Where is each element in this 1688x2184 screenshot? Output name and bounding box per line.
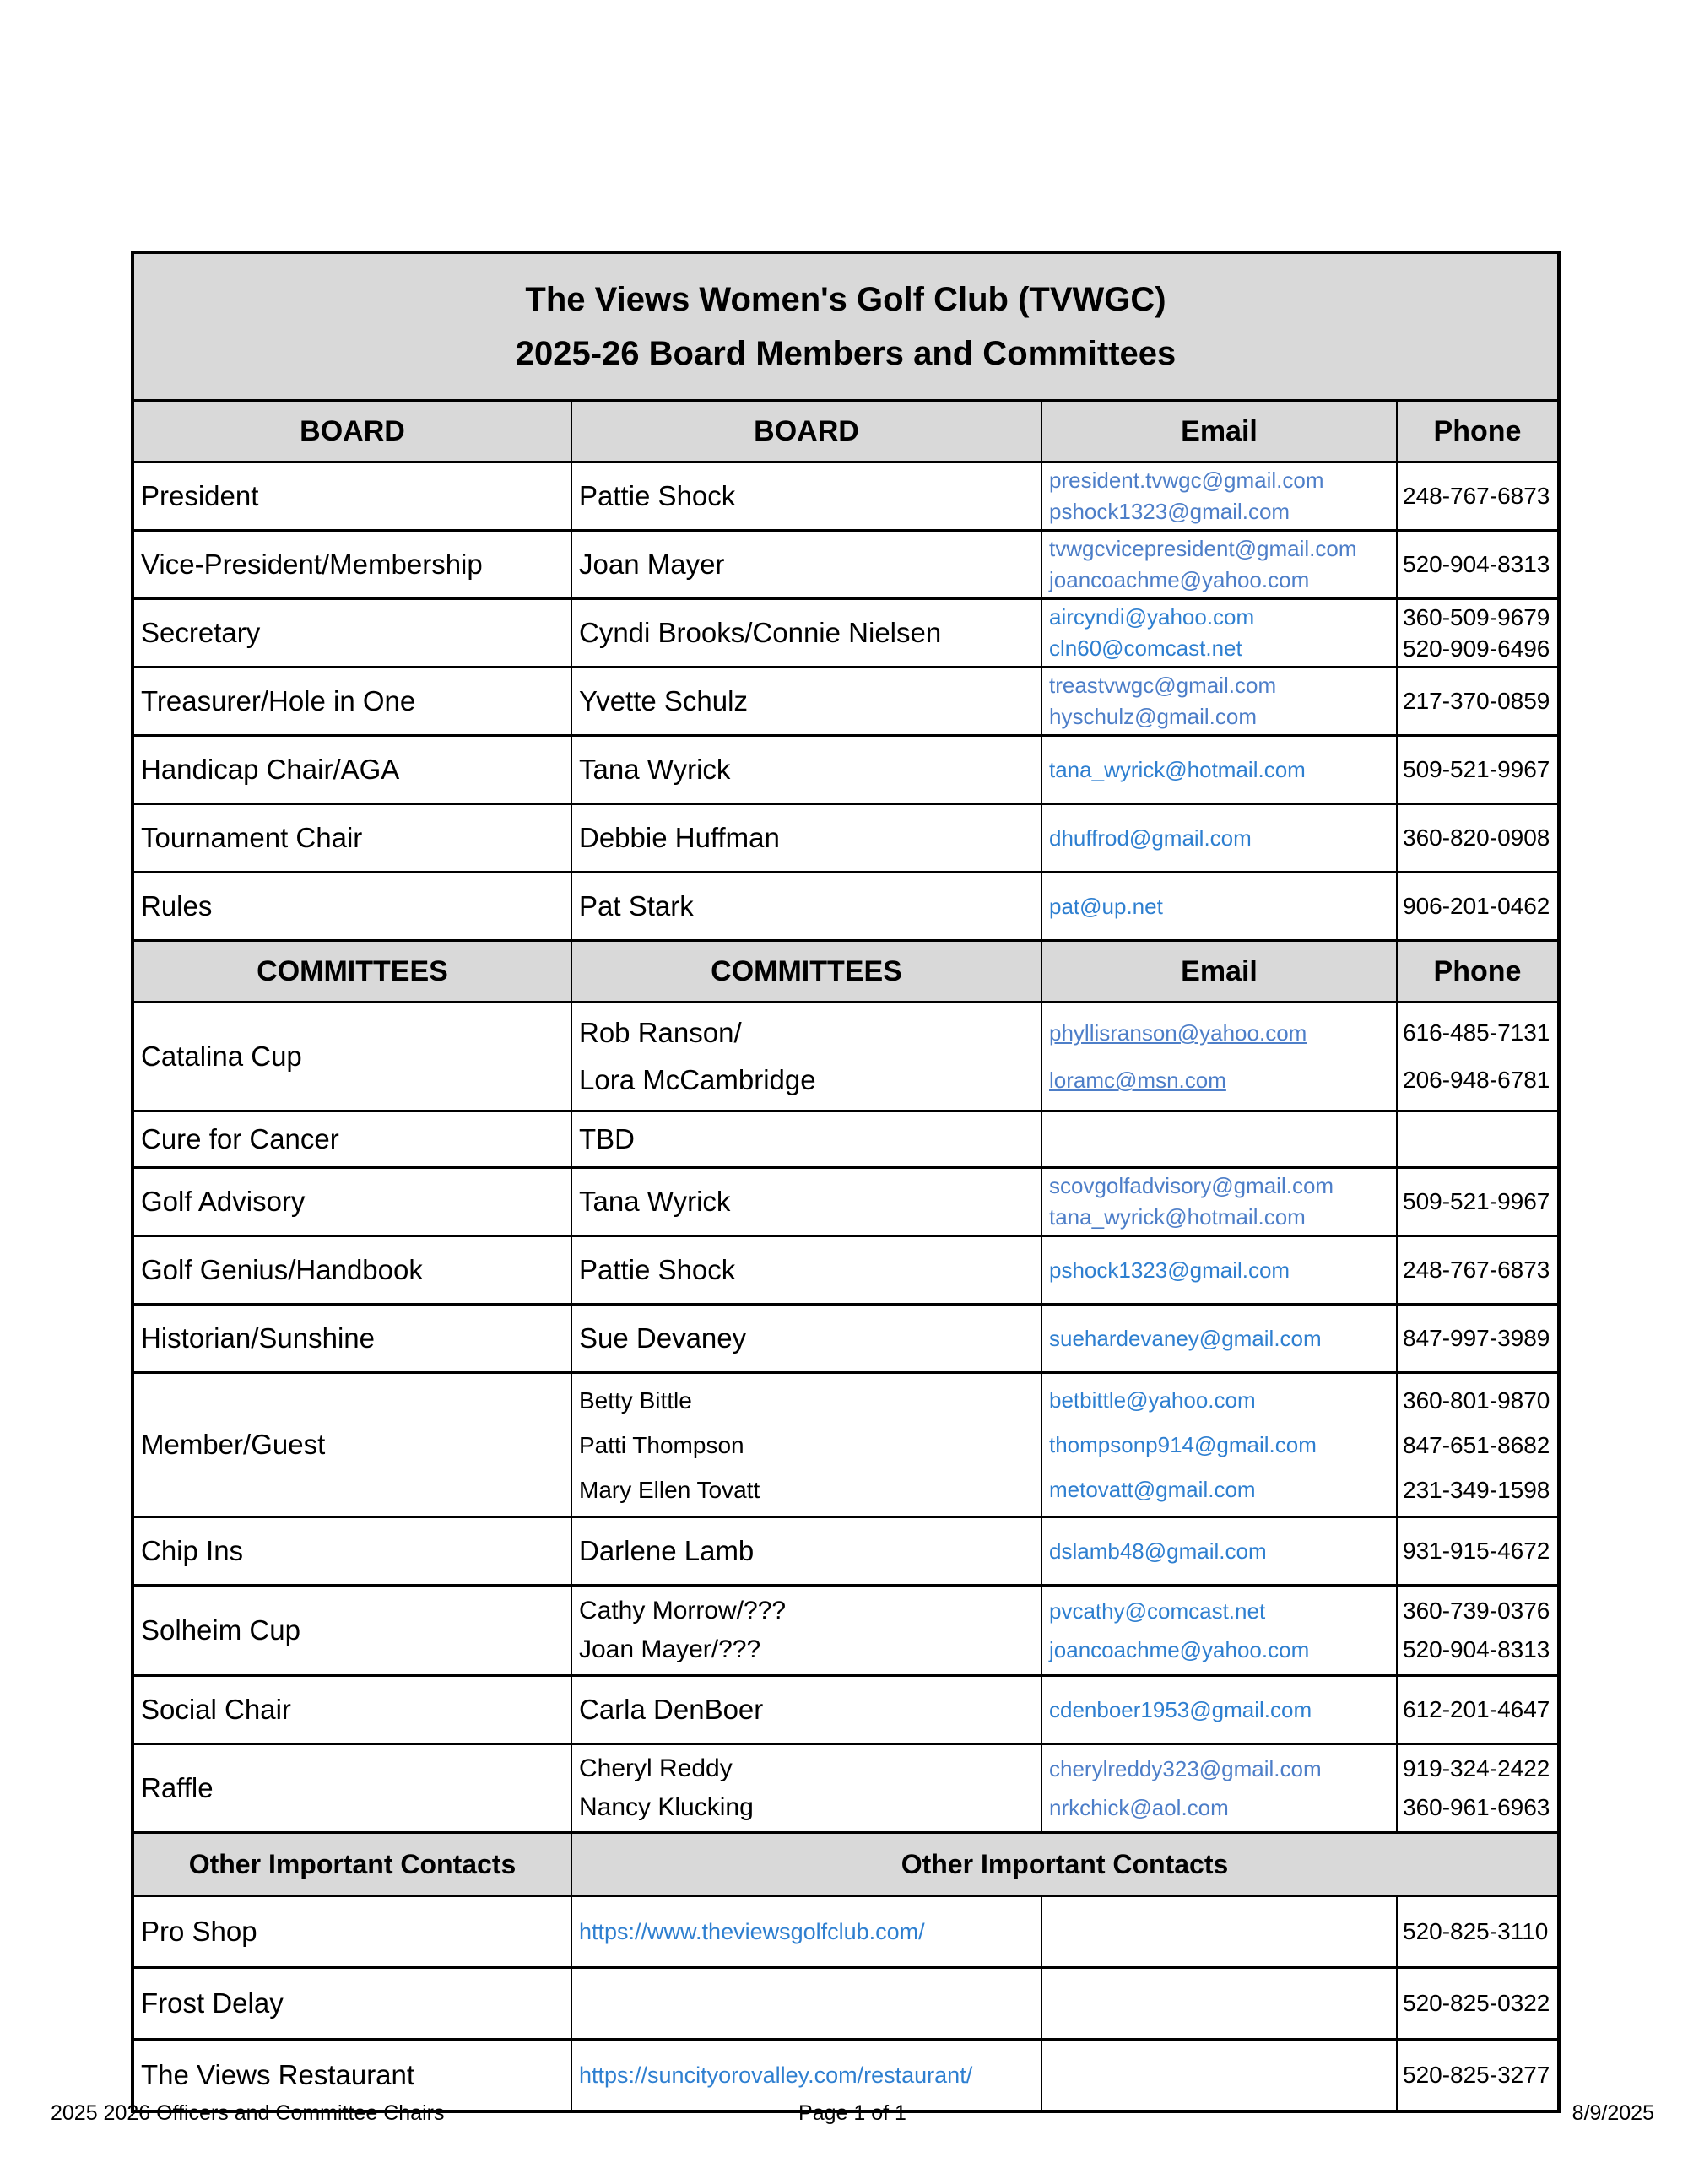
phone-number: 360-961-6963 [1403, 1794, 1550, 1820]
role-cell: The Views Restaurant [133, 2040, 571, 2112]
email-link[interactable]: hyschulz@gmail.com [1049, 704, 1258, 729]
person-name: Cheryl Reddy [579, 1754, 733, 1782]
email-link[interactable]: tana_wyrick@hotmail.com [1049, 756, 1306, 782]
phone-number: 231-349-1598 [1403, 1476, 1550, 1503]
column-header-committees-1: COMMITTEES [133, 941, 571, 1003]
role-cell: Member/Guest [133, 1373, 571, 1517]
role-cell: Treasurer/Hole in One [133, 668, 571, 736]
role-cell: Tournament Chair [133, 804, 571, 873]
email-link[interactable]: cherylreddy323@gmail.com [1049, 1756, 1322, 1781]
name-cell: Darlene Lamb [571, 1517, 1041, 1586]
name-cell: Tana Wyrick [571, 1168, 1041, 1236]
email-link[interactable]: joancoachme@yahoo.com [1049, 1637, 1310, 1662]
email-link[interactable]: metovatt@gmail.com [1049, 1476, 1256, 1502]
name-cell [571, 1373, 1041, 1517]
email-link[interactable]: cln60@comcast.net [1049, 635, 1242, 661]
email-link[interactable]: loramc@msn.com [1049, 1068, 1226, 1093]
committees-header-row [133, 941, 1559, 1003]
phone-cell: 360-820-0908 [1397, 804, 1559, 873]
row-handicap-chair [133, 736, 1559, 804]
role-cell: Vice-President/Membership [133, 531, 571, 599]
person-name: Nancy Klucking [579, 1793, 754, 1821]
other-contacts-header-right: Other Important Contacts [571, 1833, 1559, 1896]
email-link[interactable]: tvwgcvicepresident@gmail.com [1049, 536, 1357, 561]
email-link[interactable]: pat@up.net [1049, 893, 1163, 919]
name-cell: Joan Mayer [571, 531, 1041, 599]
email-cell [1041, 462, 1397, 531]
board-header-row [133, 401, 1559, 462]
row-solheim-cup [133, 1586, 1559, 1676]
row-cure-for-cancer [133, 1111, 1559, 1168]
role-cell: Handicap Chair/AGA [133, 736, 571, 804]
name-cell [571, 1003, 1041, 1111]
phone-cell: 931-915-4672 [1397, 1517, 1559, 1586]
person-name: Betty Bittle [579, 1387, 692, 1414]
email-link[interactable]: nrkchick@aol.com [1049, 1795, 1229, 1820]
name-cell: Pattie Shock [571, 1236, 1041, 1305]
email-cell [1041, 1896, 1397, 1968]
name-cell [571, 1744, 1041, 1833]
email-link[interactable]: president.tvwgc@gmail.com [1049, 468, 1324, 493]
email-cell [1041, 873, 1397, 941]
role-cell: Golf Advisory [133, 1168, 571, 1236]
email-cell [1041, 1744, 1397, 1833]
role-cell: Solheim Cup [133, 1586, 571, 1676]
website-link[interactable]: https://suncityorovalley.com/restaurant/ [579, 2062, 973, 2088]
phone-number: 360-509-9679 [1403, 604, 1550, 630]
phone-cell: 509-521-9967 [1397, 736, 1559, 804]
row-president [133, 462, 1559, 531]
column-header-board-1: BOARD [133, 401, 571, 462]
role-cell: Cure for Cancer [133, 1111, 571, 1168]
other-contacts-header-left: Other Important Contacts [133, 1833, 571, 1896]
role-cell: President [133, 462, 571, 531]
row-golf-genius [133, 1236, 1559, 1305]
phone-number: 520-909-6496 [1403, 635, 1550, 662]
email-link[interactable]: joancoachme@yahoo.com [1049, 567, 1310, 592]
website-cell [571, 1968, 1041, 2040]
phone-cell [1397, 599, 1559, 668]
email-link[interactable]: phyllisranson@yahoo.com [1049, 1020, 1307, 1046]
footer-page-number: Page 1 of 1 [798, 2101, 906, 2125]
email-link[interactable]: scovgolfadvisory@gmail.com [1049, 1173, 1334, 1198]
role-cell: Pro Shop [133, 1896, 571, 1968]
role-cell: Historian/Sunshine [133, 1305, 571, 1373]
email-cell [1041, 1586, 1397, 1676]
row-frost-delay [133, 1968, 1559, 2040]
phone-number: 206-948-6781 [1403, 1067, 1550, 1093]
website-cell [571, 1896, 1041, 1968]
phone-cell [1397, 1586, 1559, 1676]
row-vice-president [133, 531, 1559, 599]
document-title [133, 252, 1559, 401]
email-cell [1041, 1373, 1397, 1517]
role-cell: Chip Ins [133, 1517, 571, 1586]
role-cell: Rules [133, 873, 571, 941]
email-link[interactable]: cdenboer1953@gmail.com [1049, 1696, 1312, 1722]
phone-cell [1397, 1003, 1559, 1111]
email-link[interactable]: treastvwgc@gmail.com [1049, 673, 1277, 698]
row-treasurer [133, 668, 1559, 736]
email-link[interactable]: aircyndi@yahoo.com [1049, 604, 1255, 630]
email-link[interactable]: pshock1323@gmail.com [1049, 499, 1290, 524]
phone-cell [1397, 1111, 1559, 1168]
row-secretary [133, 599, 1559, 668]
role-cell: Frost Delay [133, 1968, 571, 2040]
email-cell [1041, 668, 1397, 736]
email-cell [1041, 1517, 1397, 1586]
phone-cell: 612-201-4647 [1397, 1676, 1559, 1744]
phone-number: 919-324-2422 [1403, 1755, 1550, 1781]
name-cell: Yvette Schulz [571, 668, 1041, 736]
contacts-table [131, 251, 1561, 2113]
name-cell: Pattie Shock [571, 462, 1041, 531]
email-link[interactable]: pshock1323@gmail.com [1049, 1257, 1290, 1283]
email-cell [1041, 1168, 1397, 1236]
phone-number: 520-904-8313 [1403, 1636, 1550, 1662]
email-cell [1041, 1968, 1397, 2040]
row-member-guest [133, 1373, 1559, 1517]
other-contacts-header-row [133, 1833, 1559, 1896]
email-cell [1041, 531, 1397, 599]
phone-number: 360-801-9870 [1403, 1387, 1550, 1414]
email-link[interactable]: tana_wyrick@hotmail.com [1049, 1204, 1306, 1230]
phone-cell: 248-767-6873 [1397, 462, 1559, 531]
name-cell: Tana Wyrick [571, 736, 1041, 804]
column-header-phone: Phone [1397, 941, 1559, 1003]
email-cell [1041, 736, 1397, 804]
column-header-board-2: BOARD [571, 401, 1041, 462]
phone-cell: 906-201-0462 [1397, 873, 1559, 941]
phone-cell: 248-767-6873 [1397, 1236, 1559, 1305]
phone-cell: 509-521-9967 [1397, 1168, 1559, 1236]
email-cell [1041, 1305, 1397, 1373]
row-catalina-cup [133, 1003, 1559, 1111]
person-name: Rob Ranson/ [579, 1017, 742, 1048]
role-cell: Secretary [133, 599, 571, 668]
name-cell: Debbie Huffman [571, 804, 1041, 873]
email-link[interactable]: dhuffrod@gmail.com [1049, 824, 1252, 851]
title-line-1: The Views Women's Golf Club (TVWGC) [525, 281, 1166, 318]
person-name: Joan Mayer/??? [579, 1635, 761, 1663]
email-link[interactable]: suehardevaney@gmail.com [1049, 1325, 1322, 1351]
name-cell [571, 1586, 1041, 1676]
row-pro-shop [133, 1896, 1559, 1968]
person-name: Mary Ellen Tovatt [579, 1476, 760, 1503]
role-cell: Social Chair [133, 1676, 571, 1744]
row-historian-sunshine [133, 1305, 1559, 1373]
role-cell: Catalina Cup [133, 1003, 571, 1111]
phone-number: 847-651-8682 [1403, 1431, 1550, 1458]
row-social-chair [133, 1676, 1559, 1744]
row-raffle [133, 1744, 1559, 1833]
email-link[interactable]: thompsonp914@gmail.com [1049, 1431, 1317, 1457]
email-cell [1041, 1236, 1397, 1305]
footer-date: 8/9/2025 [1572, 2101, 1654, 2125]
role-cell: Raffle [133, 1744, 571, 1833]
email-cell [1041, 1676, 1397, 1744]
name-cell: Sue Devaney [571, 1305, 1041, 1373]
email-cell [1041, 1111, 1397, 1168]
phone-number: 616-485-7131 [1403, 1019, 1550, 1046]
name-cell: Pat Stark [571, 873, 1041, 941]
name-cell: Carla DenBoer [571, 1676, 1041, 1744]
email-cell [1041, 599, 1397, 668]
phone-cell: 217-370-0859 [1397, 668, 1559, 736]
column-header-committees-2: COMMITTEES [571, 941, 1041, 1003]
email-cell [1041, 1003, 1397, 1111]
row-chip-ins [133, 1517, 1559, 1586]
row-tournament-chair [133, 804, 1559, 873]
phone-cell: 847-997-3989 [1397, 1305, 1559, 1373]
name-cell: Cyndi Brooks/Connie Nielsen [571, 599, 1041, 668]
phone-number: 360-739-0376 [1403, 1597, 1550, 1624]
name-cell: TBD [571, 1111, 1041, 1168]
column-header-email: Email [1041, 941, 1397, 1003]
role-cell: Golf Genius/Handbook [133, 1236, 571, 1305]
phone-cell [1397, 1744, 1559, 1833]
phone-cell: 520-904-8313 [1397, 531, 1559, 599]
website-link[interactable]: https://www.theviewsgolfclub.com/ [579, 1918, 925, 1944]
email-cell [1041, 804, 1397, 873]
person-name: Patti Thompson [579, 1431, 744, 1458]
person-name: Cathy Morrow/??? [579, 1597, 787, 1624]
title-line-2: 2025-26 Board Members and Committees [515, 335, 1177, 372]
phone-cell: 520-825-0322 [1397, 1968, 1559, 2040]
column-header-phone: Phone [1397, 401, 1559, 462]
email-link[interactable]: pvcathy@comcast.net [1049, 1598, 1266, 1624]
phone-cell: 520-825-3110 [1397, 1896, 1559, 1968]
email-link[interactable]: betbittle@yahoo.com [1049, 1387, 1256, 1413]
column-header-email: Email [1041, 401, 1397, 462]
row-golf-advisory [133, 1168, 1559, 1236]
person-name: Lora McCambridge [579, 1064, 816, 1095]
phone-cell: 520-825-3277 [1397, 2040, 1559, 2112]
phone-cell [1397, 1373, 1559, 1517]
email-link[interactable]: dslamb48@gmail.com [1049, 1538, 1267, 1564]
row-rules [133, 873, 1559, 941]
email-cell [1041, 2040, 1397, 2112]
footer-document-name: 2025 2026 Officers and Committee Chairs [51, 2101, 445, 2125]
title-row [133, 252, 1559, 401]
